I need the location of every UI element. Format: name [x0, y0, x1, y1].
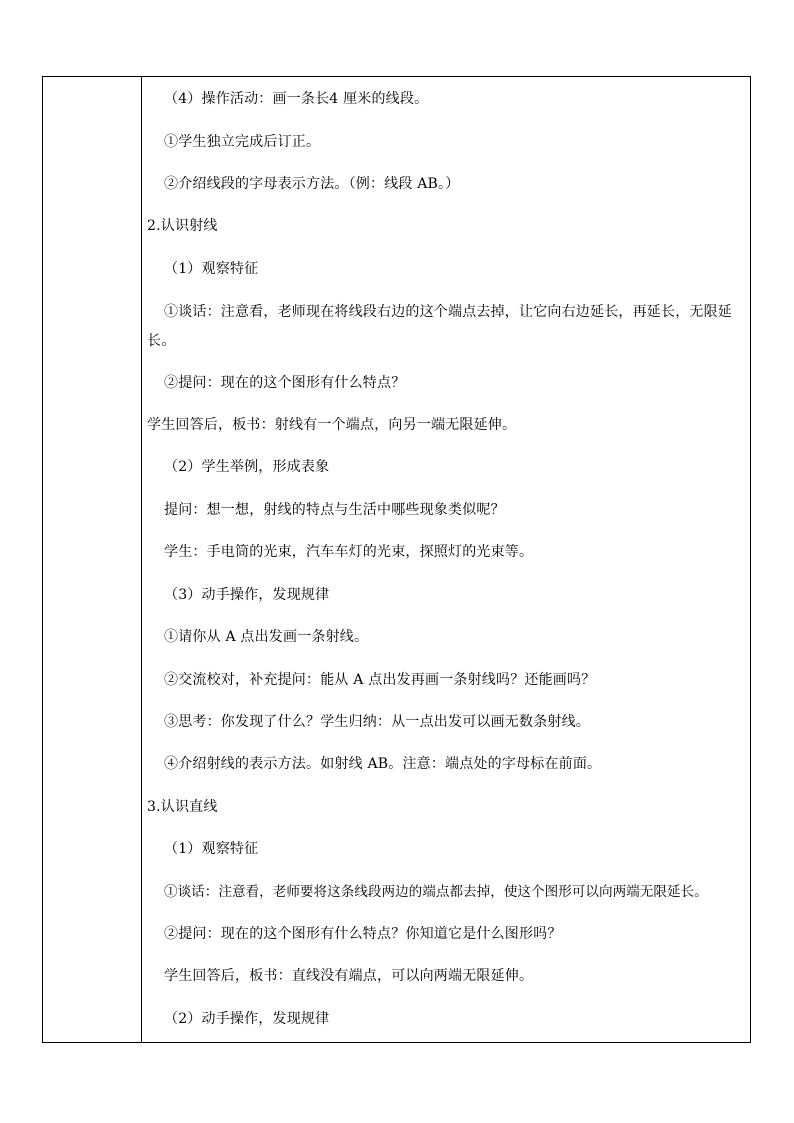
table-content-cell: [142, 77, 750, 1042]
subsection-heading: （2）动手操作，发现规律: [164, 1011, 330, 1027]
text-line: ①学生独立完成后订正。: [164, 134, 321, 150]
text-line: （4）操作活动：画一条长4 厘米的线段。: [164, 91, 429, 107]
text-line: ②提问：现在的这个图形有什么特点？你知道它是什么图形吗？: [164, 926, 562, 942]
text-line: ④介绍射线的表示方法。如射线 AB。注意：端点处的字母标在前面。: [164, 756, 602, 772]
lesson-table: [42, 76, 751, 1043]
subsection-heading: （1）观察特征: [164, 261, 259, 277]
text-line: ②提问：现在的这个图形有什么特点？: [164, 375, 406, 391]
text-line: 学生：手电筒的光束，汽车车灯的光束，探照灯的光束等。: [164, 544, 534, 560]
text-line: 学生回答后，板书：射线有一个端点，向另一端无限延伸。: [147, 417, 517, 433]
text-line: 提问：想一想，射线的特点与生活中哪些现象类似呢？: [164, 502, 505, 518]
table-left-column: [43, 77, 142, 1042]
text-line: ③思考：你发现了什么？学生归纳：从一点出发可以画无数条射线。: [164, 714, 590, 730]
section-heading: 2.认识射线: [147, 218, 218, 234]
text-line: ①请你从 A 点出发画一条射线。: [164, 629, 369, 645]
subsection-heading: （1）观察特征: [164, 841, 259, 857]
text-line: 学生回答后，板书：直线没有端点，可以向两端无限延伸。: [164, 968, 534, 984]
text-line: ①谈话：注意看，老师要将这条线段两边的端点都去掉，使这个图形可以向两端无限延长。: [164, 884, 708, 900]
text-paragraph: ①谈话：注意看，老师现在将线段右边的这个端点去掉，让它向右边延长，再延长，无限延长。: [147, 304, 732, 349]
subsection-heading: （2）学生举例，形成表象: [164, 459, 330, 475]
subsection-heading: （3）动手操作，发现规律: [164, 587, 330, 603]
text-line: ②介绍线段的字母表示方法。（例：线段 AB。）: [164, 176, 460, 192]
text-line: ②交流校对，补充提问：能从 A 点出发再画一条射线吗？还能画吗？: [164, 672, 596, 688]
section-heading: 3.认识直线: [147, 799, 218, 815]
